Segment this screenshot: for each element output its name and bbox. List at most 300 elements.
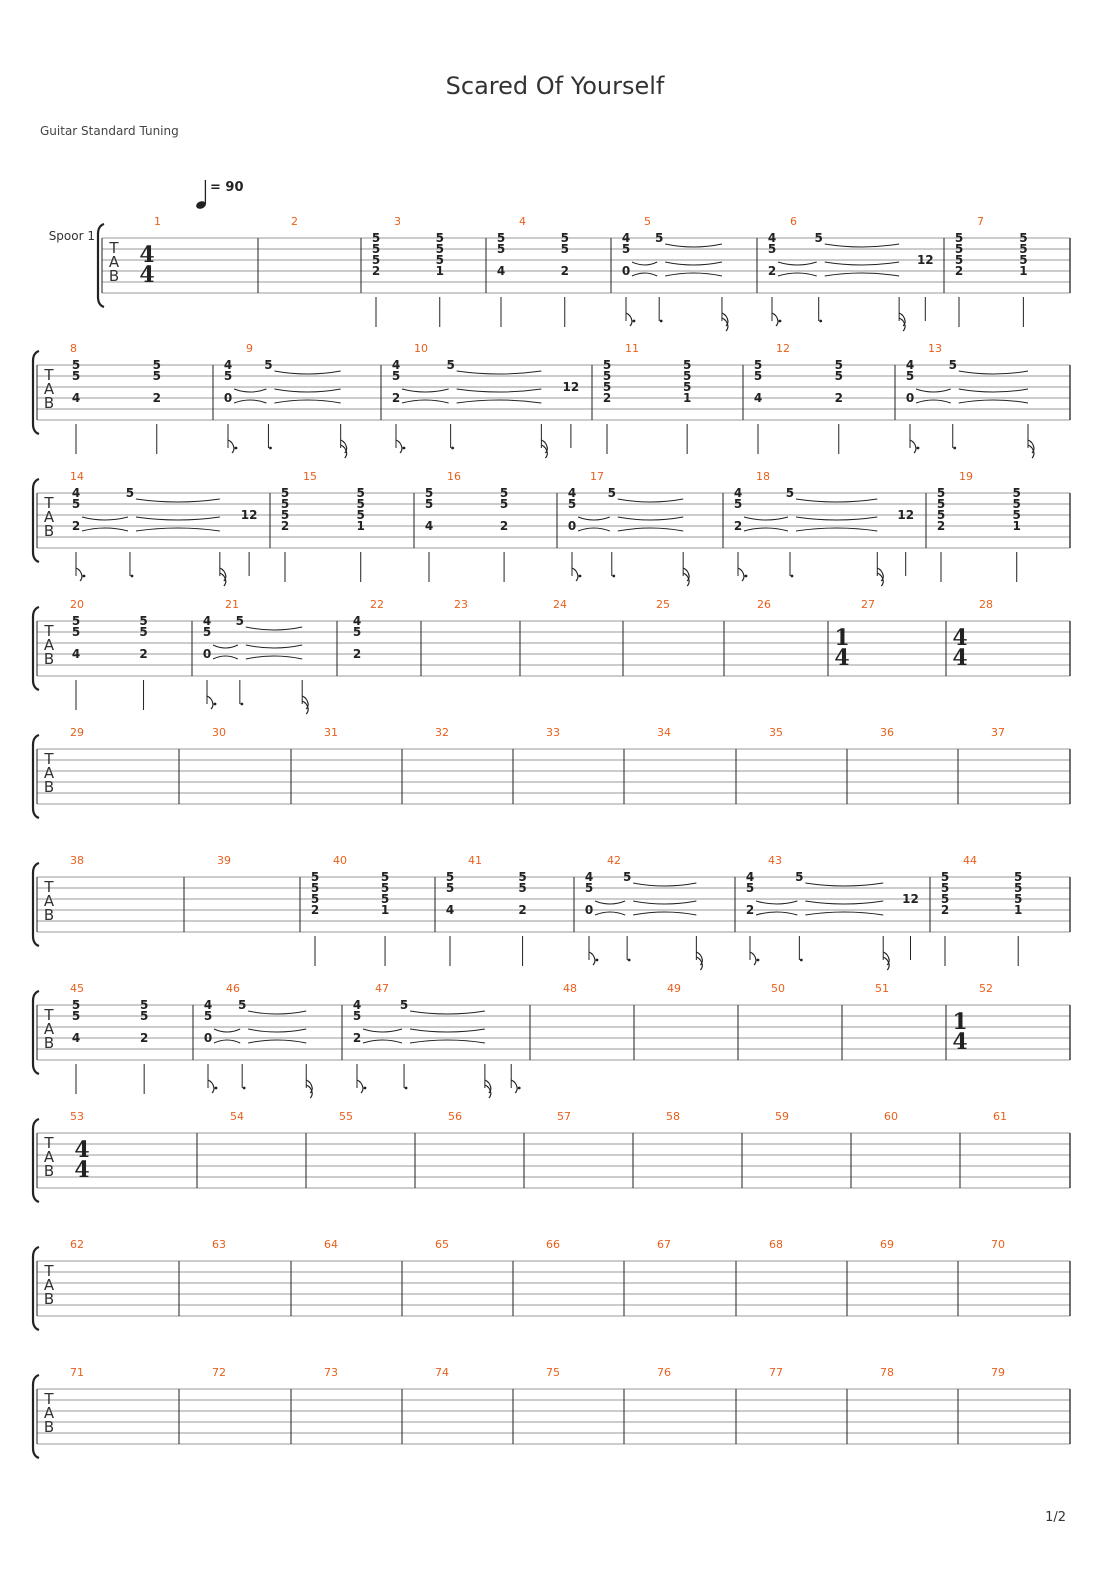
time-signature-numerator: 4 — [952, 625, 968, 651]
measure-number: 30 — [212, 726, 226, 739]
fret-number: 5 — [518, 881, 527, 895]
tie-arc — [744, 528, 788, 531]
tie-arc — [665, 244, 722, 247]
fret-number: 5 — [940, 881, 950, 895]
fret-number: 12 — [897, 508, 915, 522]
fret-number: 4 — [905, 358, 915, 372]
tie-arc — [82, 528, 128, 531]
fret-number: 5 — [139, 625, 148, 639]
fret-number: 5 — [237, 998, 247, 1012]
tab-clef-letter: T — [109, 239, 119, 257]
tie-arc — [805, 883, 883, 886]
fret-number: 5 — [352, 1009, 362, 1023]
fret-number: 5 — [310, 881, 320, 895]
fret-number: 5 — [936, 486, 946, 500]
time-signature-denominator: 4 — [74, 1157, 90, 1183]
tie-arc — [778, 262, 817, 265]
tie-arc — [618, 528, 683, 531]
fret-number: 4 — [567, 486, 577, 500]
measure-number: 77 — [769, 1366, 783, 1379]
rhythm-dot — [612, 575, 615, 578]
measure-number: 54 — [230, 1110, 244, 1123]
fret-number: 4 — [71, 486, 81, 500]
tie-arc — [825, 262, 899, 265]
fret-number: 5 — [607, 486, 616, 500]
measure-number: 16 — [447, 470, 461, 483]
measure-number: 7 — [977, 215, 984, 228]
fret-number: 5 — [139, 998, 149, 1012]
fret-number: 12 — [916, 253, 934, 267]
rhythm-dot — [757, 959, 760, 962]
tie-arc — [213, 656, 238, 659]
fret-number: 5 — [1012, 508, 1021, 522]
fret-number: 4 — [71, 391, 81, 405]
fret-number: 5 — [905, 369, 915, 383]
note-flag — [207, 696, 213, 709]
fret-number: 5 — [223, 369, 233, 383]
note-flag — [738, 568, 744, 581]
fret-number: 4 — [753, 391, 763, 405]
measure-number: 57 — [557, 1110, 571, 1123]
tempo-value: = 90 — [210, 180, 244, 195]
fret-number: 5 — [814, 231, 823, 245]
tab-clef-letter: A — [43, 636, 55, 654]
fret-number: 2 — [391, 391, 401, 405]
note-flag — [899, 318, 905, 331]
rhythm-dot — [596, 959, 599, 962]
tab-clef-letter: B — [43, 522, 55, 540]
fret-number: 2 — [139, 1031, 149, 1045]
fret-number: 5 — [496, 231, 506, 245]
rhythm-dot — [791, 575, 794, 578]
fret-number: 2 — [280, 519, 290, 533]
rhythm-dot — [364, 1087, 367, 1090]
tab-clef-letter: A — [43, 892, 55, 910]
system-bracket — [33, 607, 39, 690]
tie-arc — [457, 371, 542, 374]
measure-number: 29 — [70, 726, 84, 739]
measure-number: 10 — [414, 342, 428, 355]
tie-arc — [618, 499, 683, 502]
tie-arc — [825, 244, 899, 247]
fret-number: 5 — [499, 497, 509, 511]
measure-number: 22 — [370, 598, 384, 611]
tie-arc — [246, 645, 302, 648]
fret-number: 5 — [834, 369, 843, 383]
measure-number: 60 — [884, 1110, 898, 1123]
tie-arc — [744, 517, 788, 520]
fret-number: 5 — [733, 497, 743, 511]
tie-arc — [402, 389, 449, 392]
fret-number: 2 — [152, 391, 161, 405]
tie-arc — [796, 528, 877, 531]
measure-number: 4 — [519, 215, 526, 228]
note-flag — [572, 568, 578, 581]
tie-arc — [578, 528, 610, 531]
tie-arc — [825, 273, 899, 276]
note-flag — [306, 1085, 312, 1098]
note-flag — [541, 445, 547, 458]
fret-number: 5 — [202, 625, 212, 639]
tab-clef-letter: B — [43, 778, 55, 796]
fret-number: 1 — [356, 519, 365, 533]
fret-number: 12 — [240, 508, 258, 522]
tab-clef-letter: T — [44, 1262, 54, 1280]
time-signature-numerator: 1 — [952, 1009, 968, 1035]
rhythm-dot — [953, 447, 956, 450]
fret-number: 5 — [560, 231, 569, 245]
tie-arc — [136, 499, 220, 502]
note-flag — [302, 701, 308, 714]
fret-number: 5 — [280, 508, 290, 522]
fret-number: 2 — [940, 903, 950, 917]
fret-number: 5 — [380, 870, 390, 884]
fret-number: 5 — [499, 486, 509, 500]
fret-number: 5 — [139, 614, 148, 628]
measure-number: 63 — [212, 1238, 226, 1251]
note-flag — [750, 952, 756, 965]
tie-arc — [246, 656, 302, 659]
note-flag — [626, 313, 632, 326]
measure-number: 32 — [435, 726, 449, 739]
tab-clef-letter: A — [108, 253, 120, 271]
tab-clef-letter: T — [44, 622, 54, 640]
tie-arc — [274, 389, 340, 392]
fret-number: 5 — [435, 231, 444, 245]
tie-arc — [618, 517, 683, 520]
tie-arc — [402, 400, 449, 403]
tie-arc — [213, 645, 238, 648]
fret-number: 1 — [682, 391, 692, 405]
measure-number: 68 — [769, 1238, 783, 1251]
measure-number: 23 — [454, 598, 468, 611]
system-bracket — [33, 863, 39, 946]
track-name: Spoor 1 — [48, 229, 95, 243]
note-flag — [1028, 445, 1034, 458]
fret-number: 5 — [560, 242, 569, 256]
fret-number: 1 — [1019, 264, 1028, 278]
page-number: 1/2 — [1045, 1510, 1066, 1525]
fret-number: 5 — [203, 1009, 213, 1023]
fret-number: 2 — [371, 264, 381, 278]
tie-arc — [916, 389, 951, 392]
measure-number: 33 — [546, 726, 560, 739]
time-signature-numerator: 4 — [139, 242, 155, 268]
fret-number: 5 — [1014, 881, 1023, 895]
measure-number: 64 — [324, 1238, 338, 1251]
fret-number: 5 — [235, 614, 245, 628]
fret-number: 5 — [1012, 486, 1021, 500]
tab-clef-letter: A — [43, 1148, 55, 1166]
note-flag — [877, 573, 883, 586]
fret-number: 5 — [567, 497, 577, 511]
tab-clef-letter: A — [43, 1404, 55, 1422]
fret-number: 5 — [435, 253, 444, 267]
note-flag — [696, 957, 702, 970]
tie-arc — [633, 901, 696, 904]
note-flag — [357, 1080, 363, 1093]
system-bracket — [98, 224, 104, 307]
fret-number: 5 — [356, 486, 365, 500]
fret-number: 4 — [202, 614, 212, 628]
measure-number: 76 — [657, 1366, 671, 1379]
measure-number: 12 — [776, 342, 790, 355]
measure-number: 71 — [70, 1366, 84, 1379]
tab-clef-letter: T — [44, 878, 54, 896]
fret-number: 0 — [621, 264, 631, 278]
tie-arc — [756, 912, 797, 915]
measure-number: 19 — [959, 470, 973, 483]
tab-clef-letter: A — [43, 508, 55, 526]
measure-number: 69 — [880, 1238, 894, 1251]
fret-number: 5 — [1012, 497, 1021, 511]
fret-number: 5 — [352, 625, 362, 639]
tab-clef-letter: T — [44, 494, 54, 512]
measure-number: 55 — [339, 1110, 353, 1123]
tab-clef-letter: A — [43, 380, 55, 398]
fret-number: 5 — [356, 497, 365, 511]
fret-number: 5 — [1014, 870, 1023, 884]
measure-number: 43 — [768, 854, 782, 867]
fret-number: 5 — [954, 242, 964, 256]
fret-number: 2 — [71, 519, 81, 533]
fret-number: 5 — [71, 1009, 81, 1023]
tie-arc — [234, 400, 266, 403]
tie-arc — [633, 912, 696, 915]
fret-number: 5 — [940, 892, 950, 906]
fret-number: 12 — [562, 380, 580, 394]
rhythm-dot — [633, 320, 636, 323]
measure-number: 48 — [563, 982, 577, 995]
fret-number: 5 — [152, 358, 161, 372]
rhythm-dot — [235, 447, 238, 450]
rhythm-dot — [214, 703, 217, 706]
fret-number: 5 — [445, 881, 455, 895]
time-signature-denominator: 4 — [952, 1029, 968, 1055]
tab-clef-letter: B — [43, 650, 55, 668]
fret-number: 5 — [936, 508, 946, 522]
tab-clef-letter: B — [43, 1034, 55, 1052]
fret-number: 2 — [310, 903, 320, 917]
fret-number: 5 — [795, 870, 804, 884]
tab-clef-letter: B — [43, 1418, 55, 1436]
tie-arc — [756, 901, 797, 904]
tie-arc — [457, 400, 542, 403]
tie-arc — [248, 1040, 306, 1043]
system-bracket — [33, 351, 39, 434]
fret-number: 12 — [902, 892, 919, 906]
rhythm-dot — [800, 959, 803, 962]
fret-number: 5 — [1019, 231, 1028, 245]
fret-number: 5 — [602, 358, 612, 372]
note-flag — [220, 573, 226, 586]
fret-number: 5 — [1019, 242, 1028, 256]
note-flag — [76, 568, 82, 581]
tie-arc — [234, 389, 266, 392]
fret-number: 5 — [767, 242, 777, 256]
fret-number: 2 — [733, 519, 743, 533]
fret-number: 5 — [682, 380, 692, 394]
fret-number: 0 — [567, 519, 577, 533]
fret-number: 5 — [152, 369, 161, 383]
fret-number: 2 — [499, 519, 509, 533]
measure-number: 13 — [928, 342, 942, 355]
time-signature-denominator: 4 — [139, 262, 155, 288]
measure-number: 72 — [212, 1366, 226, 1379]
fret-number: 5 — [391, 369, 401, 383]
fret-number: 5 — [264, 358, 273, 372]
note-flag — [511, 1080, 517, 1093]
fret-number: 5 — [356, 508, 365, 522]
system-bracket — [33, 991, 39, 1074]
tab-clef-letter: T — [44, 366, 54, 384]
tie-arc — [214, 1040, 240, 1043]
fret-number: 4 — [767, 231, 777, 245]
tab-clef-letter: B — [43, 906, 55, 924]
measure-number: 8 — [70, 342, 77, 355]
measure-number: 5 — [644, 215, 651, 228]
measure-number: 34 — [657, 726, 671, 739]
tie-arc — [805, 912, 883, 915]
measure-number: 27 — [861, 598, 875, 611]
measure-number: 25 — [656, 598, 670, 611]
fret-number: 5 — [496, 242, 506, 256]
tie-arc — [632, 262, 657, 265]
measure-number: 39 — [217, 854, 231, 867]
measure-number: 66 — [546, 1238, 560, 1251]
measure-number: 11 — [625, 342, 639, 355]
fret-number: 5 — [1014, 892, 1023, 906]
rhythm-dot — [215, 1087, 218, 1090]
measure-number: 62 — [70, 1238, 84, 1251]
measure-number: 28 — [979, 598, 993, 611]
measure-number: 70 — [991, 1238, 1005, 1251]
measure-number: 79 — [991, 1366, 1005, 1379]
measure-number: 9 — [246, 342, 253, 355]
fret-number: 4 — [203, 998, 213, 1012]
fret-number: 0 — [223, 391, 233, 405]
fret-number: 5 — [280, 486, 290, 500]
tab-clef-letter: B — [43, 1290, 55, 1308]
fret-number: 5 — [518, 870, 527, 884]
fret-number: 0 — [202, 647, 212, 661]
fret-number: 5 — [602, 380, 612, 394]
measure-number: 50 — [771, 982, 785, 995]
note-flag — [883, 957, 889, 970]
fret-number: 2 — [518, 903, 527, 917]
fret-number: 5 — [682, 369, 692, 383]
tab-clef-letter: A — [43, 1020, 55, 1038]
tie-arc — [595, 912, 625, 915]
system-bracket — [33, 1375, 39, 1458]
tie-arc — [595, 901, 625, 904]
measure-number: 53 — [70, 1110, 84, 1123]
measure-number: 36 — [880, 726, 894, 739]
fret-number: 4 — [733, 486, 743, 500]
note-flag — [228, 440, 234, 453]
tie-arc — [959, 371, 1028, 374]
fret-number: 0 — [584, 903, 594, 917]
fret-number: 5 — [753, 369, 763, 383]
note-flag — [208, 1080, 214, 1093]
tie-arc — [665, 273, 722, 276]
fret-number: 5 — [785, 486, 795, 500]
fret-number: 1 — [380, 903, 390, 917]
tuning-label: Guitar Standard Tuning — [40, 124, 179, 138]
tab-clef-letter: A — [43, 764, 55, 782]
fret-number: 4 — [745, 870, 755, 884]
fret-number: 2 — [745, 903, 755, 917]
note-flag — [722, 318, 728, 331]
time-signature-numerator: 1 — [834, 625, 850, 651]
fret-number: 5 — [682, 358, 692, 372]
tie-arc — [248, 1011, 306, 1014]
fret-number: 5 — [834, 358, 843, 372]
fret-number: 5 — [71, 625, 81, 639]
fret-number: 5 — [310, 892, 320, 906]
measure-number: 49 — [667, 982, 681, 995]
measure-number: 6 — [790, 215, 797, 228]
measure-number: 41 — [468, 854, 482, 867]
fret-number: 2 — [560, 264, 569, 278]
fret-number: 4 — [391, 358, 401, 372]
fret-number: 4 — [445, 903, 455, 917]
tie-arc — [805, 901, 883, 904]
tab-clef-letter: A — [43, 1276, 55, 1294]
measure-number: 31 — [324, 726, 338, 739]
fret-number: 5 — [584, 881, 594, 895]
fret-number: 5 — [280, 497, 290, 511]
time-signature-numerator: 4 — [74, 1137, 90, 1163]
fret-number: 4 — [496, 264, 506, 278]
measure-number: 46 — [226, 982, 240, 995]
measure-number: 59 — [775, 1110, 789, 1123]
fret-number: 5 — [371, 231, 381, 245]
measure-number: 65 — [435, 1238, 449, 1251]
fret-number: 5 — [380, 892, 390, 906]
tie-arc — [214, 1029, 240, 1032]
tie-arc — [796, 517, 877, 520]
note-flag — [396, 440, 402, 453]
fret-number: 5 — [435, 242, 444, 256]
measure-number: 74 — [435, 1366, 449, 1379]
fret-number: 5 — [125, 486, 135, 500]
fret-number: 2 — [936, 519, 946, 533]
fret-number: 2 — [139, 647, 148, 661]
fret-number: 5 — [310, 870, 320, 884]
measure-number: 40 — [333, 854, 347, 867]
rhythm-dot — [579, 575, 582, 578]
rhythm-dot — [917, 447, 920, 450]
fret-number: 5 — [602, 369, 612, 383]
fret-number: 2 — [602, 391, 612, 405]
tab-clef-letter: T — [44, 1006, 54, 1024]
system-bracket — [33, 479, 39, 562]
measure-number: 47 — [375, 982, 389, 995]
rhythm-dot — [518, 1087, 521, 1090]
fret-number: 4 — [621, 231, 631, 245]
fret-number: 5 — [940, 870, 950, 884]
fret-number: 5 — [954, 231, 964, 245]
tab-clef-letter: B — [43, 1162, 55, 1180]
measure-number: 42 — [607, 854, 621, 867]
fret-number: 5 — [139, 1009, 149, 1023]
fret-number: 2 — [954, 264, 964, 278]
rhythm-dot — [745, 575, 748, 578]
fret-number: 5 — [424, 486, 434, 500]
measure-number: 61 — [993, 1110, 1007, 1123]
fret-number: 5 — [445, 870, 455, 884]
